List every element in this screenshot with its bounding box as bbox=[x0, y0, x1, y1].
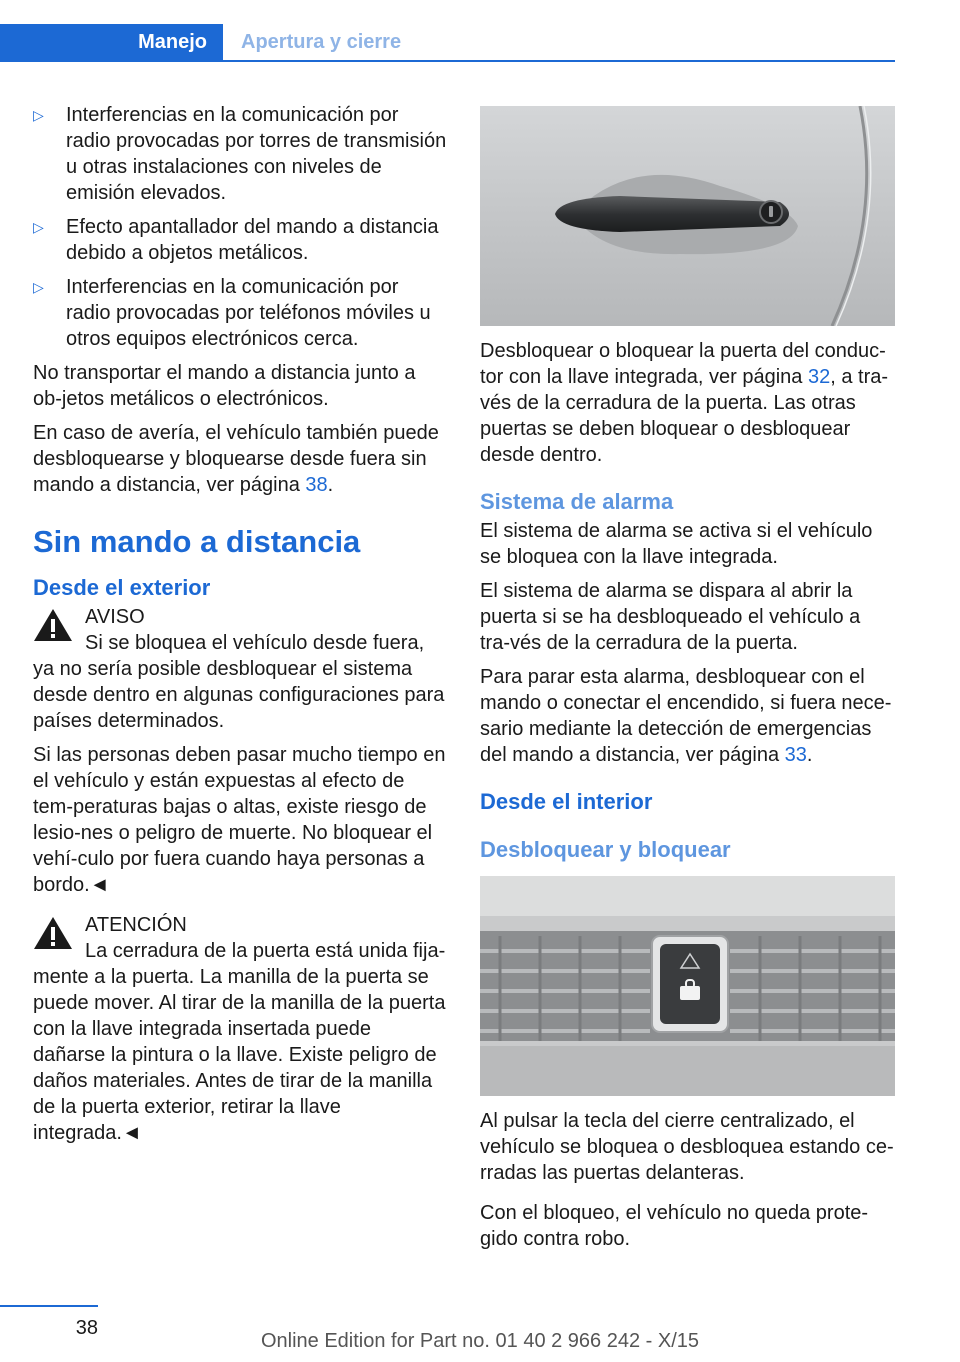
paragraph-text: En caso de avería, el vehículo también puede desbloquearse y bloquearse desde fuera sin mando a distancia, ver página bbox=[33, 422, 439, 496]
paragraph: Al pulsar la tecla del cierre centralizado, el vehículo se bloquea o desbloquea estando ce‐rradas las puertas delanteras. bbox=[480, 1110, 894, 1184]
paragraph: Si las personas deben pasar mucho tiempo en el vehículo y están expuestas al efecto de tem‐peraturas bajas o altas, existe riesgo de lesio‐nes o peligro de muerte. No bloquear el vehí‐culo por fuera cuando haya personas a bordo.◄ bbox=[33, 744, 446, 896]
warning-triangle-icon bbox=[33, 608, 73, 642]
paragraph-end: . bbox=[806, 744, 813, 766]
header-rule bbox=[0, 60, 895, 62]
list-item bbox=[33, 274, 447, 352]
bullet-text: Interferencias en la comunicación por radio provocadas por torres de transmisión u otras instalaciones con niveles de emisión elevados. bbox=[66, 104, 447, 204]
subsection-title-lock: Desbloquear y bloquear bbox=[480, 837, 731, 862]
subsection-title: Desde el exterior bbox=[33, 575, 211, 600]
page-link-38[interactable]: 38 bbox=[305, 474, 328, 496]
bullet-text: Efecto apantallador del mando a distancia debido a objetos metálicos. bbox=[66, 216, 439, 264]
triangle-bullet-icon: ▷ bbox=[33, 219, 44, 235]
warning-title: AVISO bbox=[85, 606, 145, 628]
paragraph: El sistema de alarma se dispara al abrir la puerta si se ha desbloqueado el vehículo a tra‐vés de la cerradura de la puerta. bbox=[480, 580, 861, 654]
tab-manejo[interactable]: Manejo bbox=[0, 24, 223, 61]
bullet-text: Interferencias en la comunicación por radio provocadas por teléfonos móviles u otros equipos electrónicos cerca. bbox=[66, 276, 431, 350]
section-title: Sin mando a distancia bbox=[33, 524, 361, 559]
edition-footer: Online Edition for Part no. 01 40 2 966 242 - X/15 bbox=[260, 1330, 700, 1352]
footer-rule bbox=[0, 1305, 98, 1307]
paragraph-text: Desbloquear o bloquear la puerta del conduc‐tor con la llave integrada, ver página bbox=[480, 340, 886, 388]
central-locking-button-photo bbox=[480, 876, 895, 1096]
warning-block bbox=[33, 604, 447, 734]
paragraph: Con el bloqueo, el vehículo no queda prote‐gido contra robo. bbox=[480, 1202, 869, 1250]
tab-apertura-y-cierre[interactable]: Apertura y cierre bbox=[241, 31, 402, 53]
list-item bbox=[33, 214, 447, 266]
triangle-bullet-icon: ▷ bbox=[33, 107, 44, 123]
page-header bbox=[0, 0, 895, 62]
warning-triangle-icon bbox=[33, 916, 73, 950]
paragraph bbox=[480, 664, 895, 768]
page-link-33[interactable]: 33 bbox=[784, 744, 807, 766]
triangle-bullet-icon: ▷ bbox=[33, 279, 44, 295]
subsection-title-alarm: Sistema de alarma bbox=[480, 489, 674, 514]
door-handle-photo bbox=[480, 106, 895, 326]
warning-body: Si se bloquea el vehículo desde fuera, ya no sería posible desbloquear el sistema desde dentro en algunas configuraciones para países determinados. bbox=[33, 632, 445, 732]
paragraph-text: Para parar esta alarma, desbloquear con el mando o conectar el encendido, si fuera nece‐sario mediante la detección de emergencias del mando a distancia, ver página bbox=[480, 666, 892, 766]
caution-title: ATENCIÓN bbox=[85, 914, 187, 936]
caution-block bbox=[33, 912, 447, 1146]
page-number: 38 bbox=[75, 1317, 98, 1339]
paragraph-end: , a tra‐vés de la cerradura de la puerta. Las otras puertas se deben bloquear o desbloquear desde dentro. bbox=[480, 366, 889, 466]
paragraph bbox=[33, 420, 447, 498]
paragraph: El sistema de alarma se activa si el vehículo se bloquea con la llave integrada. bbox=[480, 520, 873, 568]
left-column bbox=[33, 102, 447, 1154]
list-item bbox=[33, 102, 447, 206]
caution-body: La cerradura de la puerta está unida fija‐mente a la puerta. La manilla de la puerta se puede mover. Al tirar de la manilla de la puerta con la llave integrada insertada puede dañarse la pintura o la llave. Existe peligro de daños materiales. Antes de tirar de la manilla de la puerta exterior, retirar la llave integrada.◄ bbox=[33, 940, 446, 1144]
paragraph-end: . bbox=[327, 474, 334, 496]
paragraph bbox=[480, 338, 895, 468]
page-link-32[interactable]: 32 bbox=[807, 366, 831, 388]
paragraph: No transportar el mando a distancia junto a ob‐jetos metálicos o electrónicos. bbox=[33, 362, 416, 410]
right-column bbox=[480, 106, 895, 1260]
subsection-title-inside: Desde el interior bbox=[480, 789, 653, 814]
